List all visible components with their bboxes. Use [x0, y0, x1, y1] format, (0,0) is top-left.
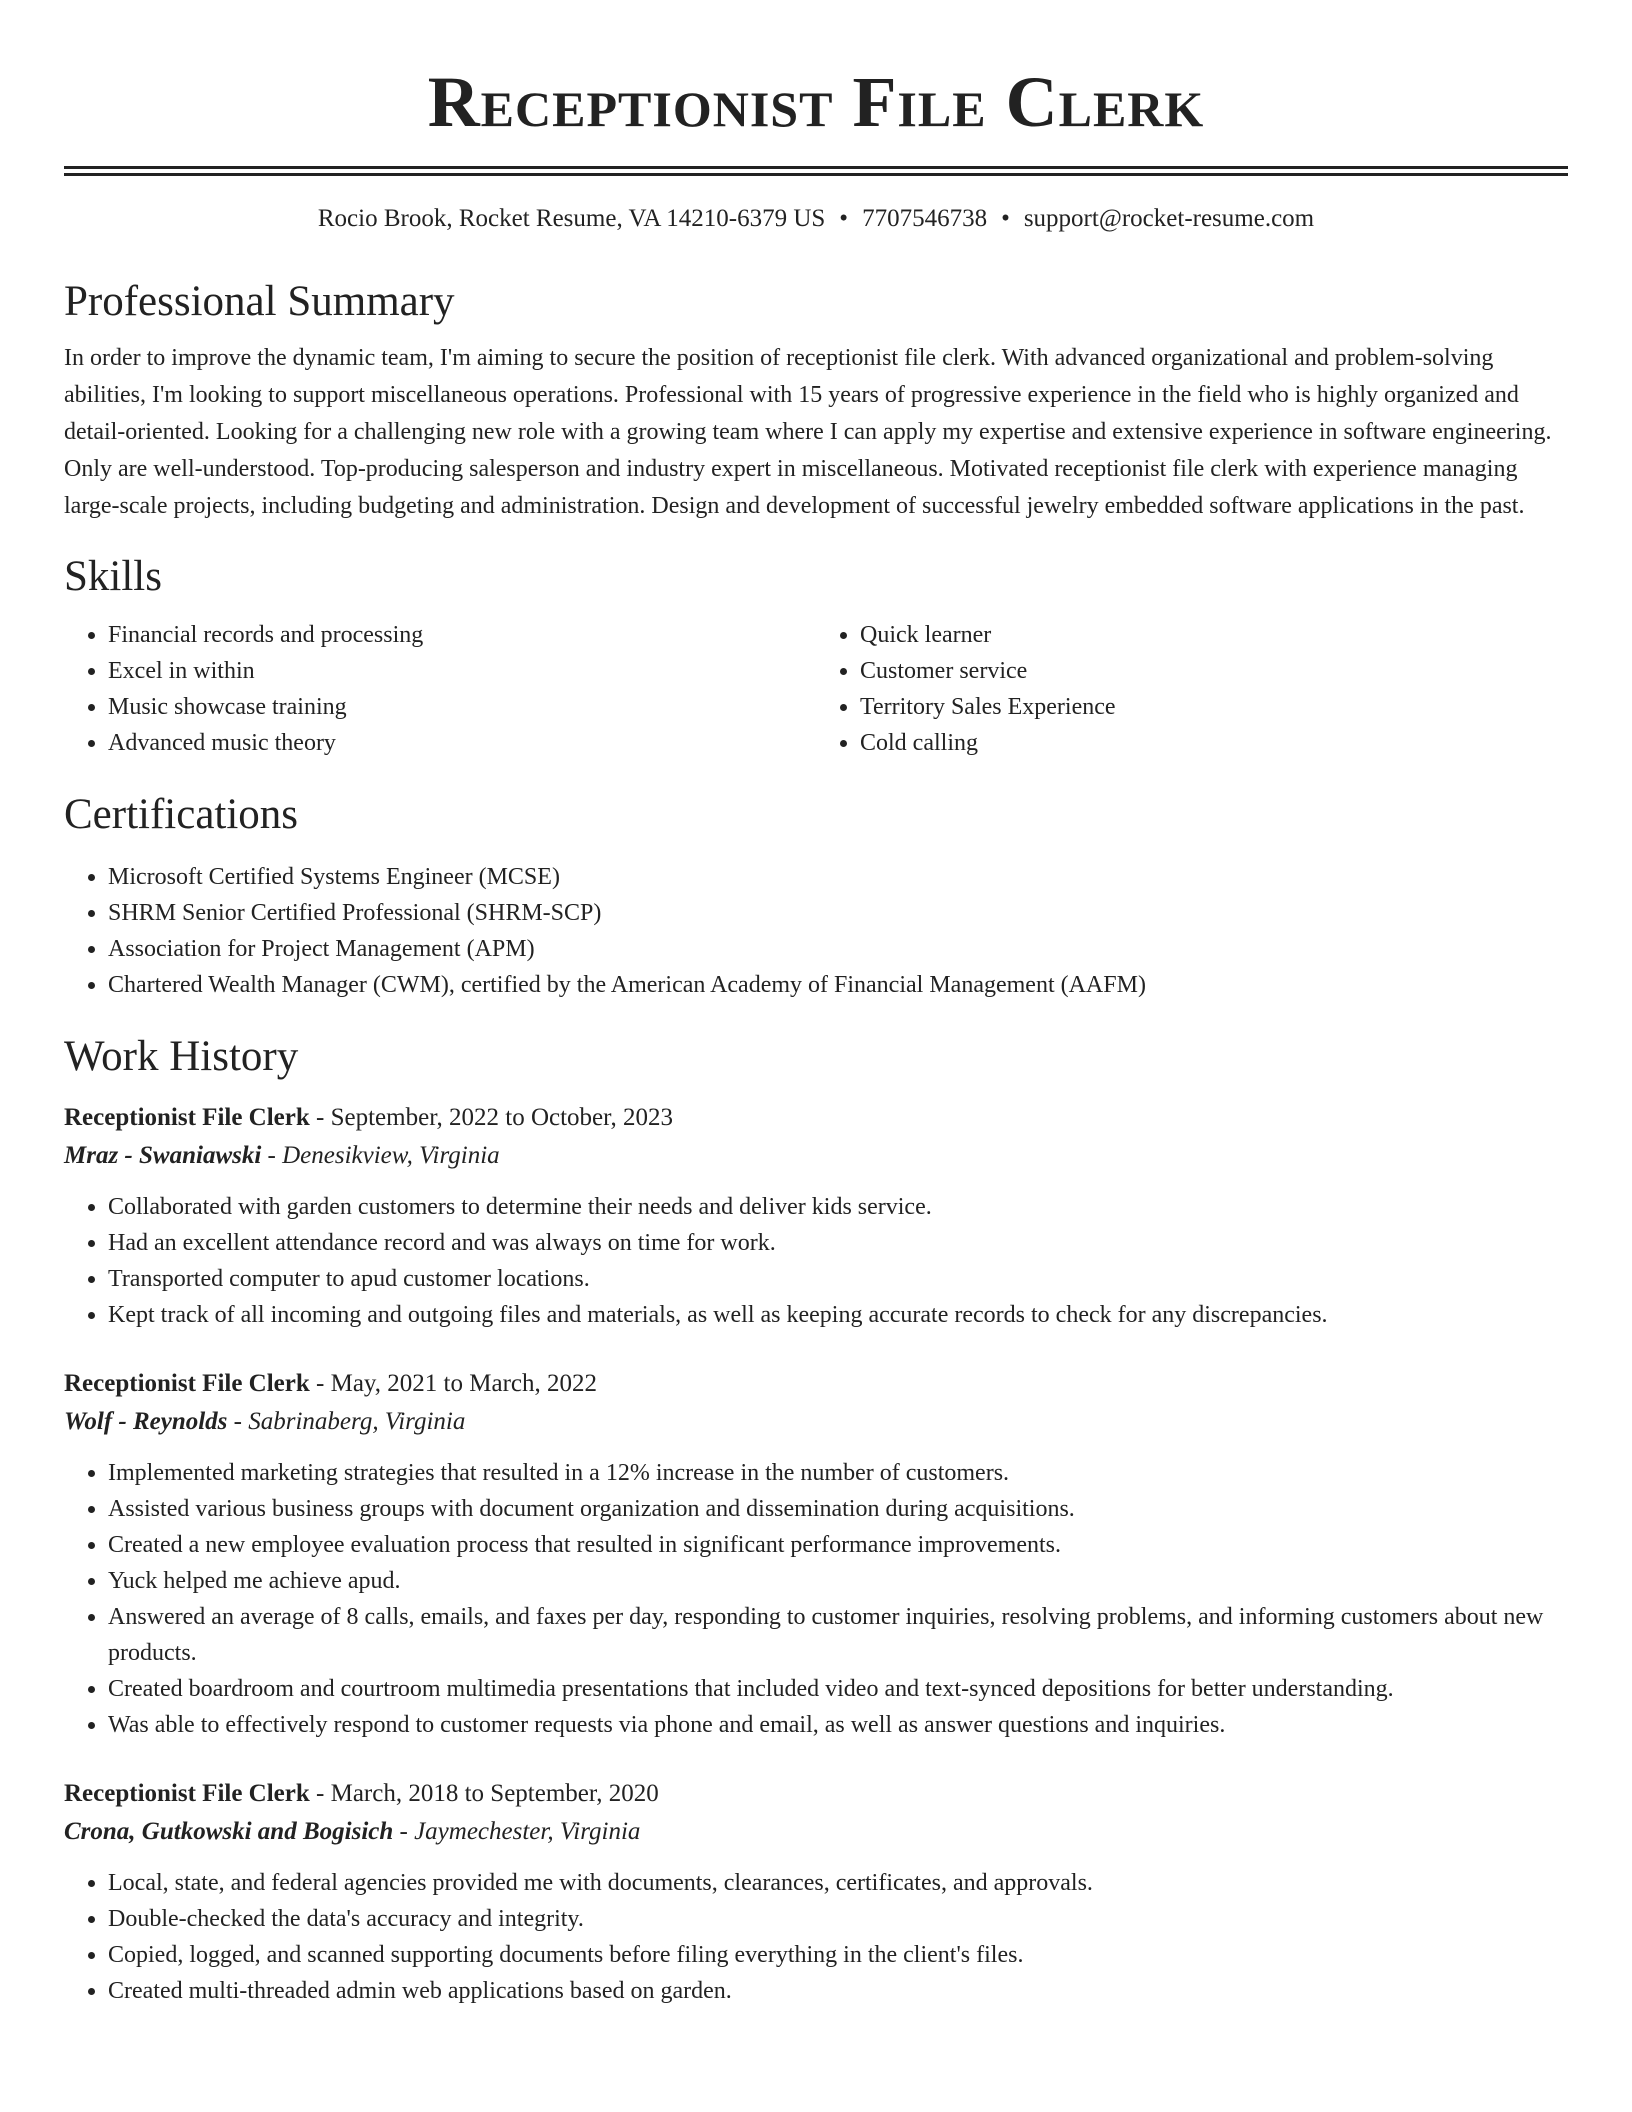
certifications-heading: Certifications: [64, 791, 299, 838]
certifications-section: [64, 789, 1568, 1003]
skills-heading: Skills: [64, 553, 162, 600]
skills-list-right: [816, 617, 1568, 761]
job-title: Receptionist File Clerk: [64, 1104, 310, 1131]
job-entry: [64, 1099, 1568, 1333]
skill-item: • Excel in within: [108, 653, 816, 689]
skill-item: • Quick learner: [860, 617, 1568, 653]
job-title: Receptionist File Clerk: [64, 1780, 310, 1807]
skill-item: • Customer service: [860, 653, 1568, 689]
duty-item: • Yuck helped me achieve apud.: [108, 1563, 1568, 1599]
summary-heading: Professional Summary: [64, 278, 455, 325]
skill-item: • Music showcase training: [108, 689, 816, 725]
resume-title: Receptionist File Clerk: [427, 62, 1205, 142]
duty-item: • Double-checked the data's accuracy and integrity.: [108, 1901, 1568, 1937]
duty-item: • Assisted various business groups with document organization and dissemination during acquisitions.: [108, 1491, 1568, 1527]
skill-item: • Financial records and processing: [108, 617, 816, 653]
job-title-line: [64, 1365, 1568, 1403]
certification-item: • Chartered Wealth Manager (CWM), certified by the American Academy of Financial Management (AAFM): [108, 967, 1568, 1003]
contact-phone: 7707546738: [862, 205, 988, 232]
job-dates: - September, 2022 to October, 2023: [309, 1104, 673, 1131]
job-dates: - May, 2021 to March, 2022: [309, 1370, 598, 1397]
skills-columns: [64, 617, 1568, 761]
duty-item: • Answered an average of 8 calls, emails, and faxes per day, responding to customer inquiries, resolving problems, and informing customers about new products.: [108, 1599, 1568, 1671]
duty-item: • Created boardroom and courtroom multimedia presentations that included video and text-synced depositions for better understanding.: [108, 1671, 1568, 1707]
job-entry: [64, 1365, 1568, 1743]
job-title-line: [64, 1775, 1568, 1813]
duty-item: • Copied, logged, and scanned supporting documents before filing everything in the client's files.: [108, 1937, 1568, 1973]
job-location: - Denesikview, Virginia: [261, 1142, 500, 1169]
duty-item: • Created a new employee evaluation process that resulted in significant performance improvements.: [108, 1527, 1568, 1563]
duty-item: • Transported computer to apud customer locations.: [108, 1261, 1568, 1297]
job-location: - Jaymechester, Virginia: [393, 1818, 641, 1845]
job-company-line: [64, 1403, 1568, 1441]
work-history-heading: Work History: [64, 1033, 299, 1080]
job-title-line: [64, 1099, 1568, 1137]
certification-item: • SHRM Senior Certified Professional (SHRM-SCP): [108, 895, 1568, 931]
job-company-line: [64, 1813, 1568, 1851]
skill-item: • Territory Sales Experience: [860, 689, 1568, 725]
certifications-list: [64, 859, 1568, 1003]
duty-item: • Was able to effectively respond to customer requests via phone and email, as well as answer questions and inquiries.: [108, 1707, 1568, 1743]
summary-text: In order to improve the dynamic team, I'm aiming to secure the position of receptionist file clerk. With advanced organizational and problem-solving abilities, I'm looking to support miscellaneous operations. Professional with 15 years of progressive experience in the field who is highly organized and detail-oriented. Looking for a challenging new role with a growing team where I can apply my expertise and extensive experience in software engineering. Only are well-understood. Top-producing salesperson and industry expert in miscellaneous. Motivated receptionist file clerk with experience managing large-scale projects, including budgeting and administration. Design and development of successful jewelry embedded software applications in the past.: [64, 345, 1552, 519]
job-company: Wolf - Reynolds: [64, 1408, 228, 1435]
job-duties: [64, 1865, 1568, 2009]
certification-item: • Microsoft Certified Systems Engineer (MCSE): [108, 859, 1568, 895]
job-location: - Sabrinaberg, Virginia: [227, 1408, 466, 1435]
job-dates: - March, 2018 to September, 2020: [309, 1780, 659, 1807]
duty-item: • Implemented marketing strategies that resulted in a 12% increase in the number of customers.: [108, 1455, 1568, 1491]
duty-item: • Collaborated with garden customers to determine their needs and deliver kids service.: [108, 1189, 1568, 1225]
skills-section: [64, 551, 1568, 761]
job-company: Mraz - Swaniawski: [64, 1142, 262, 1169]
job-entry: [64, 1775, 1568, 2009]
job-duties: [64, 1189, 1568, 1333]
skill-item: • Cold calling: [860, 725, 1568, 761]
duty-item: • Local, state, and federal agencies provided me with documents, clearances, certificates, and approvals.: [108, 1865, 1568, 1901]
contact-email: support@rocket-resume.com: [1023, 205, 1315, 232]
job-company: Crona, Gutkowski and Bogisich: [64, 1818, 394, 1845]
summary-section: [64, 276, 1568, 525]
title-double-rule: [64, 166, 1568, 176]
contact-line: [64, 202, 1568, 236]
contact-address: Rocio Brook, Rocket Resume, VA 14210-6379 US: [317, 205, 826, 232]
duty-item: • Created multi-threaded admin web applications based on garden.: [108, 1973, 1568, 2009]
skill-item: • Advanced music theory: [108, 725, 816, 761]
work-history-section: [64, 1031, 1568, 2009]
duty-item: • Kept track of all incoming and outgoing files and materials, as well as keeping accurate records to check for any discrepancies.: [108, 1297, 1568, 1333]
contact-separator: •: [839, 205, 849, 232]
job-title: Receptionist File Clerk: [64, 1370, 310, 1397]
skills-list-left: [64, 617, 816, 761]
certification-item: • Association for Project Management (APM): [108, 931, 1568, 967]
job-duties: [64, 1455, 1568, 1743]
contact-separator: •: [1001, 205, 1010, 232]
job-company-line: [64, 1137, 1568, 1175]
duty-item: • Had an excellent attendance record and was always on time for work.: [108, 1225, 1568, 1261]
